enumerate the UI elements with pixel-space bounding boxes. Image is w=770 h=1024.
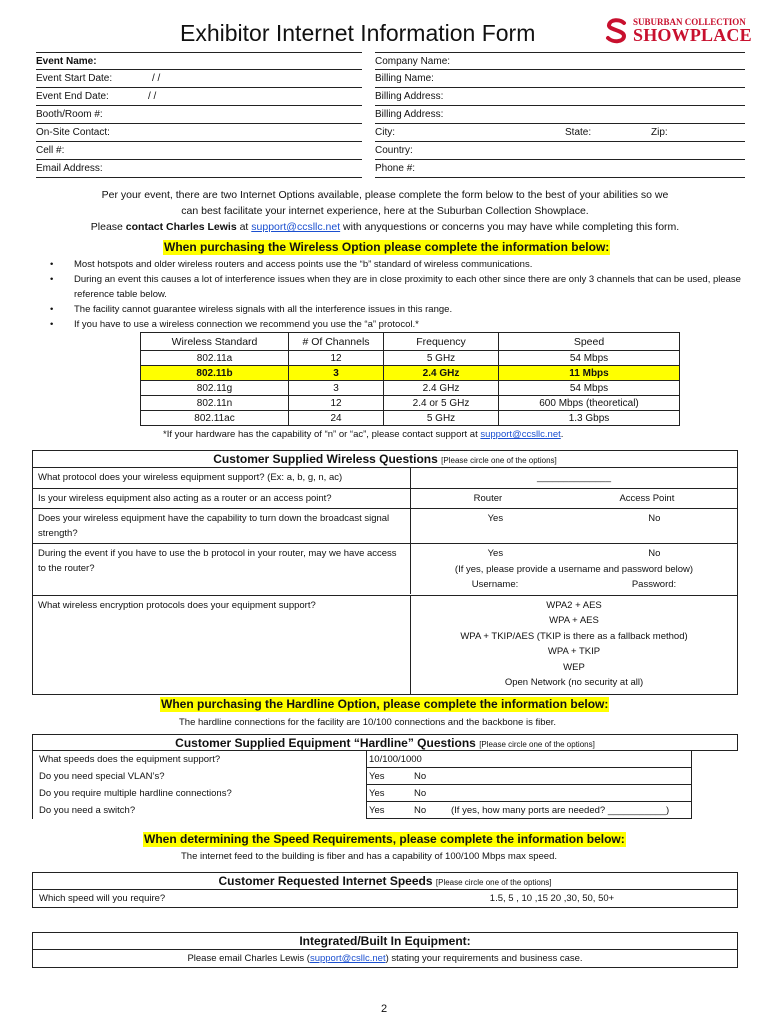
table-header: Speed bbox=[499, 333, 680, 351]
question-row: Is your wireless equipment also acting as a router or an access point? Router Access Point bbox=[33, 489, 737, 510]
ports-needed-field[interactable]: (If yes, how many ports are needed? ___________) bbox=[451, 805, 670, 816]
yes-option[interactable]: Yes bbox=[369, 788, 385, 799]
country-field[interactable]: Country: bbox=[375, 142, 745, 160]
question-row: Do you need a switch? Yes No (If yes, how many ports are needed? ___________) bbox=[32, 802, 738, 819]
table-header: # Of Channels bbox=[289, 333, 384, 351]
hardline-questions-title: Customer Supplied Equipment “Hardline” Questions [Please circle one of the options] bbox=[32, 734, 738, 751]
intro-text: Per your event, there are two Internet Options available, please complete the form below to the best of your abilities so we can best facilitate your internet experience, here at the Suburban Collection Showplace. Please contact Charles Lewis at support@ccsllc.net with anyquestions or concerns you may have while completing this form. bbox=[90, 189, 680, 233]
question-row: Which speed will you require? 1.5, 5 , 10 ,15 20 ,30, 50, 50+ bbox=[33, 890, 737, 907]
billing-address-field-2[interactable]: Billing Address: bbox=[375, 106, 745, 124]
no-option[interactable]: No bbox=[414, 788, 427, 799]
wireless-questions-box bbox=[32, 450, 738, 695]
table-row-highlighted: 802.11b 3 2.4 GHz 11 Mbps bbox=[141, 366, 680, 381]
page-title: Exhibitor Internet Information Form bbox=[180, 20, 536, 46]
yes-option[interactable]: Yes bbox=[369, 805, 385, 816]
encryption-option[interactable]: WPA2 + AES bbox=[546, 599, 602, 611]
yes-option[interactable]: Yes bbox=[487, 513, 504, 524]
billing-name-field[interactable]: Billing Name: bbox=[375, 70, 745, 88]
logo-text-small: SUBURBAN COLLECTION bbox=[633, 17, 746, 27]
speed-support-answer[interactable]: 10/100/1000 bbox=[366, 751, 692, 768]
wireless-standards-table bbox=[140, 332, 680, 426]
encryption-option[interactable]: Open Network (no security at all) bbox=[504, 677, 644, 688]
city-state-zip-field[interactable]: City: State: Zip: bbox=[375, 124, 745, 142]
wireless-note: *If your hardware has the capability of “n” or “ac”, please contact support at support@ccsllc.net. bbox=[163, 429, 564, 440]
phone-field[interactable]: Phone #: bbox=[375, 160, 745, 178]
access-point-option[interactable]: Access Point bbox=[619, 492, 675, 504]
question-row: What speeds does the equipment support? 10/100/1000 bbox=[32, 751, 738, 768]
yes-option[interactable]: Yes bbox=[487, 548, 504, 559]
encryption-option[interactable]: WEP bbox=[563, 661, 585, 673]
table-header: Frequency bbox=[384, 333, 499, 351]
hardline-section-heading: When purchasing the Hardline Option, please complete the information below: bbox=[161, 697, 609, 711]
username-field[interactable]: Username: bbox=[471, 579, 519, 590]
speed-box bbox=[32, 872, 738, 908]
question-row: What wireless encryption protocols does your equipment support? WPA2 + AES WPA + AES WPA + TKIP/AES (TKIP is there as a fallback method) WPA + TKIP WEP Open Network (no security at all) bbox=[33, 596, 737, 694]
billing-fields bbox=[375, 52, 745, 178]
table-row: 802.11n 12 2.4 or 5 GHz 600 Mbps (theoretical) bbox=[141, 396, 680, 411]
logo-text-big: SHOWPLACE bbox=[633, 25, 752, 45]
question-row: Do you need special VLAN’s? Yes No bbox=[32, 768, 738, 785]
event-start-date-field[interactable]: Event Start Date: / / bbox=[36, 70, 362, 88]
list-item: • During an event this causes a lot of interference issues when they are in close proximity to each other since there are only 3 channels that can be used, please reference table below. bbox=[48, 272, 748, 302]
speed-title: Customer Requested Internet Speeds [Please circle one of the options] bbox=[33, 873, 737, 890]
speed-options[interactable]: 1.5, 5 , 10 ,15 20 ,30, 50, 50+ bbox=[489, 893, 615, 904]
company-name-field[interactable]: Company Name: bbox=[375, 52, 745, 70]
no-option[interactable]: No bbox=[414, 771, 427, 782]
page-number: 2 bbox=[381, 1003, 388, 1015]
table-header-row bbox=[141, 333, 680, 351]
showplace-logo bbox=[605, 16, 750, 46]
integrated-title: Integrated/Built In Equipment: bbox=[33, 933, 737, 950]
speed-note: The internet feed to the building is fiber and has a capability of 100/100 Mbps max speed. bbox=[181, 851, 558, 862]
cell-field[interactable]: Cell #: bbox=[36, 142, 362, 160]
encryption-option[interactable]: WPA + AES bbox=[549, 615, 599, 626]
no-option[interactable]: No bbox=[648, 513, 661, 524]
state-label: State: bbox=[565, 127, 592, 138]
hardline-note: The hardline connections for the facility are 10/100 connections and the backbone is fiber. bbox=[179, 717, 557, 728]
speed-section-heading: When determining the Speed Requirements, please complete the information below: bbox=[144, 832, 625, 846]
wireless-bullets bbox=[48, 257, 748, 332]
table-row: 802.11ac 24 5 GHz 1.3 Gbps bbox=[141, 411, 680, 426]
billing-address-field-1[interactable]: Billing Address: bbox=[375, 88, 745, 106]
support-email-link[interactable]: support@ccsllc.net bbox=[480, 429, 561, 440]
question-row: Does your wireless equipment have the capability to turn down the broadcast signal strength? Yes No bbox=[33, 509, 737, 544]
encryption-option[interactable]: WPA + TKIP bbox=[547, 646, 601, 657]
booth-room-field[interactable]: Booth/Room #: bbox=[36, 106, 362, 124]
event-name-field[interactable]: Event Name: bbox=[36, 52, 362, 70]
no-option[interactable]: No bbox=[648, 548, 661, 559]
zip-label: Zip: bbox=[651, 127, 668, 138]
table-row: 802.11g 3 2.4 GHz 54 Mbps bbox=[141, 381, 680, 396]
no-option[interactable]: No bbox=[414, 805, 427, 816]
support-email-link[interactable]: support@csllc.net bbox=[309, 953, 386, 964]
list-item: • Most hotspots and older wireless routers and access points use the “b” standard of wireless communications. bbox=[48, 257, 748, 272]
integrated-body: Please email Charles Lewis (support@csllc.net) stating your requirements and business case. bbox=[187, 953, 583, 964]
event-fields bbox=[36, 52, 362, 178]
question-row: Do you require multiple hardline connections? Yes No bbox=[32, 785, 738, 802]
question-row: What protocol does your wireless equipment support? (Ex: a, b, g, n, ac) ______________ bbox=[33, 468, 737, 489]
wireless-section-heading: When purchasing the Wireless Option please complete the information below: bbox=[164, 240, 610, 254]
list-item: • The facility cannot guarantee wireless signals with all the interference issues in this range. bbox=[48, 302, 748, 317]
wireless-questions-title: Customer Supplied Wireless Questions [Please circle one of the options] bbox=[33, 451, 737, 468]
protocol-answer-field[interactable]: ______________ bbox=[537, 472, 611, 483]
password-field[interactable]: Password: bbox=[631, 579, 677, 590]
hardline-questions-box bbox=[32, 734, 738, 819]
yes-option[interactable]: Yes bbox=[369, 771, 385, 782]
event-end-date-field[interactable]: Event End Date: / / bbox=[36, 88, 362, 106]
table-row: 802.11a 12 5 GHz 54 Mbps bbox=[141, 351, 680, 366]
integrated-equipment-box bbox=[32, 932, 738, 968]
support-email-link[interactable]: support@ccsllc.net bbox=[251, 221, 341, 233]
onsite-contact-field[interactable]: On-Site Contact: bbox=[36, 124, 362, 142]
list-item: • If you have to use a wireless connection we recommend you use the “a” protocol.* bbox=[48, 317, 748, 332]
email-address-field[interactable]: Email Address: bbox=[36, 160, 362, 178]
showplace-s-icon bbox=[605, 18, 629, 44]
router-option[interactable]: Router bbox=[473, 492, 503, 504]
question-row: During the event if you have to use the b protocol in your router, may we have access to the router? Yes No (If yes, please provide a username and password below) Username: Password: bbox=[33, 544, 737, 596]
encryption-option[interactable]: WPA + TKIP/AES (TKIP is there as a fallback method) bbox=[460, 630, 688, 642]
table-header: Wireless Standard bbox=[141, 333, 289, 351]
